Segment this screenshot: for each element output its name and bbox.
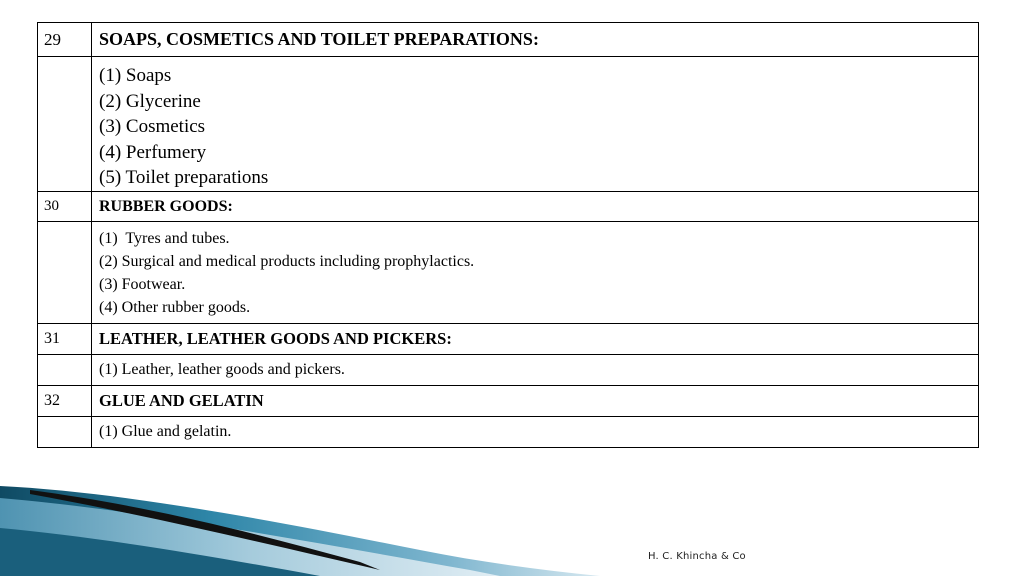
empty-cell xyxy=(38,355,92,386)
items-cell xyxy=(92,222,979,324)
items-cell xyxy=(92,57,979,192)
list-item: (1) Glue and gelatin. xyxy=(92,417,979,448)
table-row xyxy=(38,355,979,386)
list-item: (4) Perfumery xyxy=(99,141,207,163)
industry-heading: LEATHER, LEATHER GOODS AND PICKERS: xyxy=(92,324,979,355)
list-item: (4) Other rubber goods. xyxy=(99,299,251,316)
industry-heading: GLUE AND GELATIN xyxy=(92,386,979,417)
schedule-table xyxy=(37,22,979,448)
item-list xyxy=(99,222,978,319)
industry-number: 29 xyxy=(38,23,92,57)
table-row xyxy=(38,57,979,192)
table-row xyxy=(38,324,979,355)
list-item: (2) Glycerine xyxy=(99,90,201,112)
list-item: (1) Tyres and tubes. xyxy=(99,230,230,247)
table-row xyxy=(38,417,979,448)
table-row xyxy=(38,192,979,222)
table-row xyxy=(38,386,979,417)
empty-cell xyxy=(38,417,92,448)
table-row xyxy=(38,222,979,324)
list-item: (1) Leather, leather goods and pickers. xyxy=(92,355,979,386)
list-item: (2) Surgical and medical products including prophylactics. xyxy=(99,253,475,270)
footer-credit: H. C. Khincha & Co xyxy=(648,551,746,562)
empty-cell xyxy=(38,57,92,192)
industry-number: 31 xyxy=(38,324,92,355)
industry-number: 30 xyxy=(38,192,92,222)
list-item: (3) Cosmetics xyxy=(99,116,206,138)
industry-heading: RUBBER GOODS: xyxy=(92,192,979,222)
industry-heading: SOAPS, COSMETICS AND TOILET PREPARATIONS: xyxy=(92,23,979,57)
industry-number: 32 xyxy=(38,386,92,417)
decorative-swoosh xyxy=(0,470,1024,576)
list-item: (3) Footwear. xyxy=(99,276,186,293)
item-list xyxy=(99,57,978,191)
list-item: (5) Toilet preparations xyxy=(99,167,269,189)
table-row xyxy=(38,23,979,57)
empty-cell xyxy=(38,222,92,324)
list-item: (1) Soaps xyxy=(99,65,172,86)
